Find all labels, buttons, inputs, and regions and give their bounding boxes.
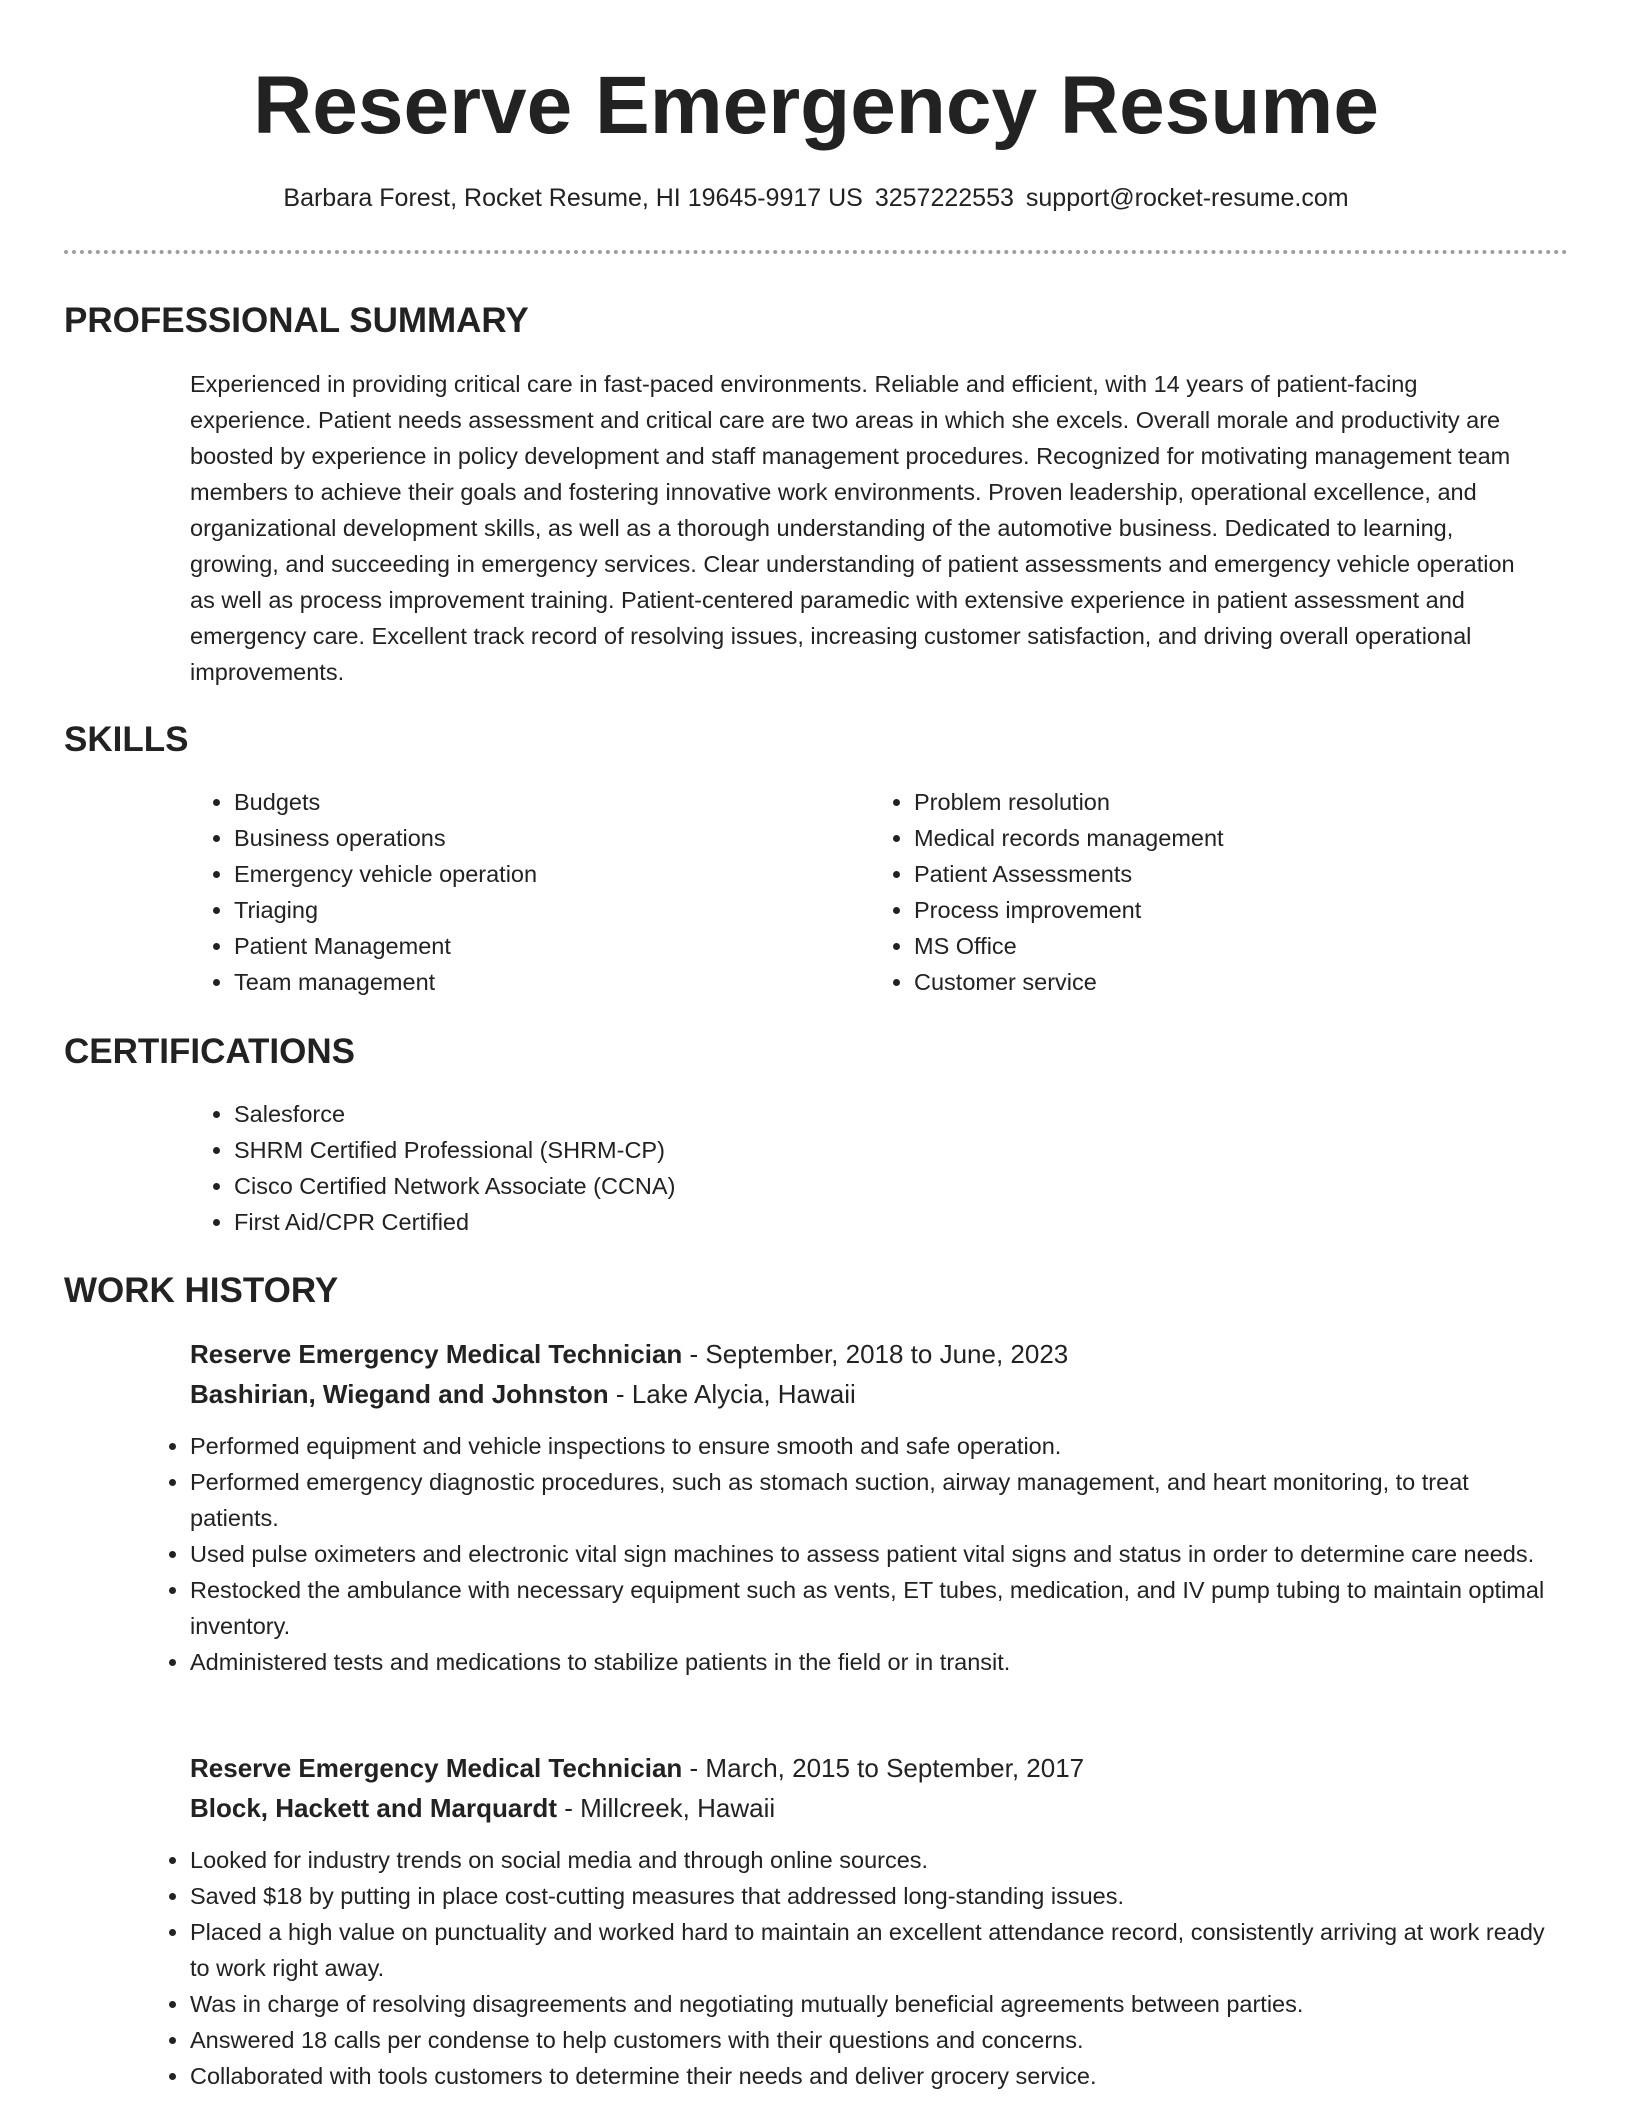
certifications-heading: CERTIFICATIONS bbox=[64, 1032, 356, 1071]
list-item: • Team management bbox=[234, 964, 537, 1000]
skills-left-column bbox=[190, 784, 537, 1000]
certifications-list bbox=[190, 1096, 675, 1240]
contact-email: support@rocket-resume.com bbox=[1025, 184, 1349, 212]
list-item: • First Aid/CPR Certified bbox=[234, 1204, 675, 1240]
list-item: • Budgets bbox=[234, 784, 537, 820]
job-title: Reserve Emergency Medical Technician bbox=[190, 1339, 683, 1369]
list-item: • Used pulse oximeters and electronic vital sign machines to assess patient vital signs and status in order to determine care needs. bbox=[190, 1536, 1550, 1572]
job-company: Bashirian, Wiegand and Johnston bbox=[190, 1379, 609, 1409]
list-item: • Customer service bbox=[914, 964, 1224, 1000]
contact-line bbox=[0, 180, 1632, 216]
list-item: • SHRM Certified Professional (SHRM-CP) bbox=[234, 1132, 675, 1168]
list-item: • Saved $18 by putting in place cost-cutting measures that addressed long-standing issues. bbox=[190, 1878, 1550, 1914]
skills-heading: SKILLS bbox=[64, 720, 189, 759]
job-dates: September, 2018 to June, 2023 bbox=[705, 1339, 1069, 1369]
list-item: • Performed equipment and vehicle inspections to ensure smooth and safe operation. bbox=[190, 1428, 1550, 1464]
summary-heading: PROFESSIONAL SUMMARY bbox=[64, 301, 529, 340]
list-item: • Process improvement bbox=[914, 892, 1224, 928]
header-divider bbox=[64, 250, 1568, 254]
list-item: • Patient Assessments bbox=[914, 856, 1224, 892]
certifications-block bbox=[190, 1096, 675, 1240]
job-title-line: Reserve Emergency Medical Technician - September, 2018 to June, 2023 bbox=[190, 1339, 1069, 1369]
contact-phone: 3257222553 bbox=[874, 184, 1014, 212]
list-item: • Problem resolution bbox=[914, 784, 1224, 820]
job-dates: March, 2015 to September, 2017 bbox=[705, 1753, 1085, 1783]
list-item: • Salesforce bbox=[234, 1096, 675, 1132]
skills-left-list bbox=[190, 784, 537, 1000]
list-item: • Triaging bbox=[234, 892, 537, 928]
list-item: • Answered 18 calls per condense to help customers with their questions and concerns. bbox=[190, 2022, 1550, 2058]
skills-right-list bbox=[870, 784, 1224, 1000]
summary-text: Experienced in providing critical care in fast-paced environments. Reliable and efficient, with 14 years of patient-facing experience. Patient needs assessment and critical care are two areas in which she excels. Overall morale and productivity are boosted by experience in policy development and staff management procedures. Recognized for motivating management team members to achieve their goals and fostering innovative work environments. Proven leadership, operational excellence, and organizational development skills, as well as a thorough understanding of the automotive business. Dedicated to learning, growing, and succeeding in emergency services. Clear understanding of patient assessments and emergency vehicle operation as well as process improvement training. Patient-centered paramedic with extensive experience in patient assessment and emergency care. Excellent track record of resolving issues, increasing customer satisfaction, and driving overall operational improvements. bbox=[190, 371, 1515, 685]
job-location: Millcreek, Hawaii bbox=[580, 1793, 776, 1823]
job-location: Lake Alycia, Hawaii bbox=[631, 1379, 856, 1409]
list-item: • Collaborated with tools customers to determine their needs and deliver grocery service. bbox=[190, 2058, 1550, 2094]
list-item: • Performed emergency diagnostic procedures, such as stomach suction, airway management, and heart monitoring, to treat patients. bbox=[190, 1464, 1550, 1536]
job-company: Block, Hackett and Marquardt bbox=[190, 1793, 557, 1823]
list-item: • Business operations bbox=[234, 820, 537, 856]
list-item: • Patient Management bbox=[234, 928, 537, 964]
work-history-heading: WORK HISTORY bbox=[64, 1271, 339, 1310]
list-item: • Looked for industry trends on social media and through online sources. bbox=[190, 1842, 1550, 1878]
list-item: • Was in charge of resolving disagreements and negotiating mutually beneficial agreements between parties. bbox=[190, 1986, 1550, 2022]
contact-address: Barbara Forest, Rocket Resume, HI 19645-9917 US bbox=[283, 184, 863, 212]
list-item: • MS Office bbox=[914, 928, 1224, 964]
list-item: • Restocked the ambulance with necessary equipment such as vents, ET tubes, medication, and IV pump tubing to maintain optimal inventory. bbox=[190, 1572, 1550, 1644]
list-item: • Administered tests and medications to stabilize patients in the field or in transit. bbox=[190, 1644, 1550, 1680]
job-company-line: Block, Hackett and Marquardt - Millcreek, Hawaii bbox=[190, 1793, 776, 1823]
job-title: Reserve Emergency Medical Technician bbox=[190, 1753, 683, 1783]
job-entry bbox=[190, 1748, 1550, 2094]
skills-right-column bbox=[870, 784, 1224, 1000]
job-bullets bbox=[146, 1842, 1550, 2094]
job-company-line: Bashirian, Wiegand and Johnston - Lake Alycia, Hawaii bbox=[190, 1379, 856, 1409]
list-item: • Emergency vehicle operation bbox=[234, 856, 537, 892]
resume-title: Reserve Emergency Resume bbox=[253, 60, 1379, 151]
job-entry bbox=[190, 1334, 1550, 1680]
list-item: • Cisco Certified Network Associate (CCNA) bbox=[234, 1168, 675, 1204]
list-item: • Placed a high value on punctuality and worked hard to maintain an excellent attendance record, consistently arriving at work ready to work right away. bbox=[190, 1914, 1550, 1986]
list-item: • Medical records management bbox=[914, 820, 1224, 856]
job-bullets bbox=[146, 1428, 1550, 1680]
job-title-line: Reserve Emergency Medical Technician - March, 2015 to September, 2017 bbox=[190, 1753, 1085, 1783]
